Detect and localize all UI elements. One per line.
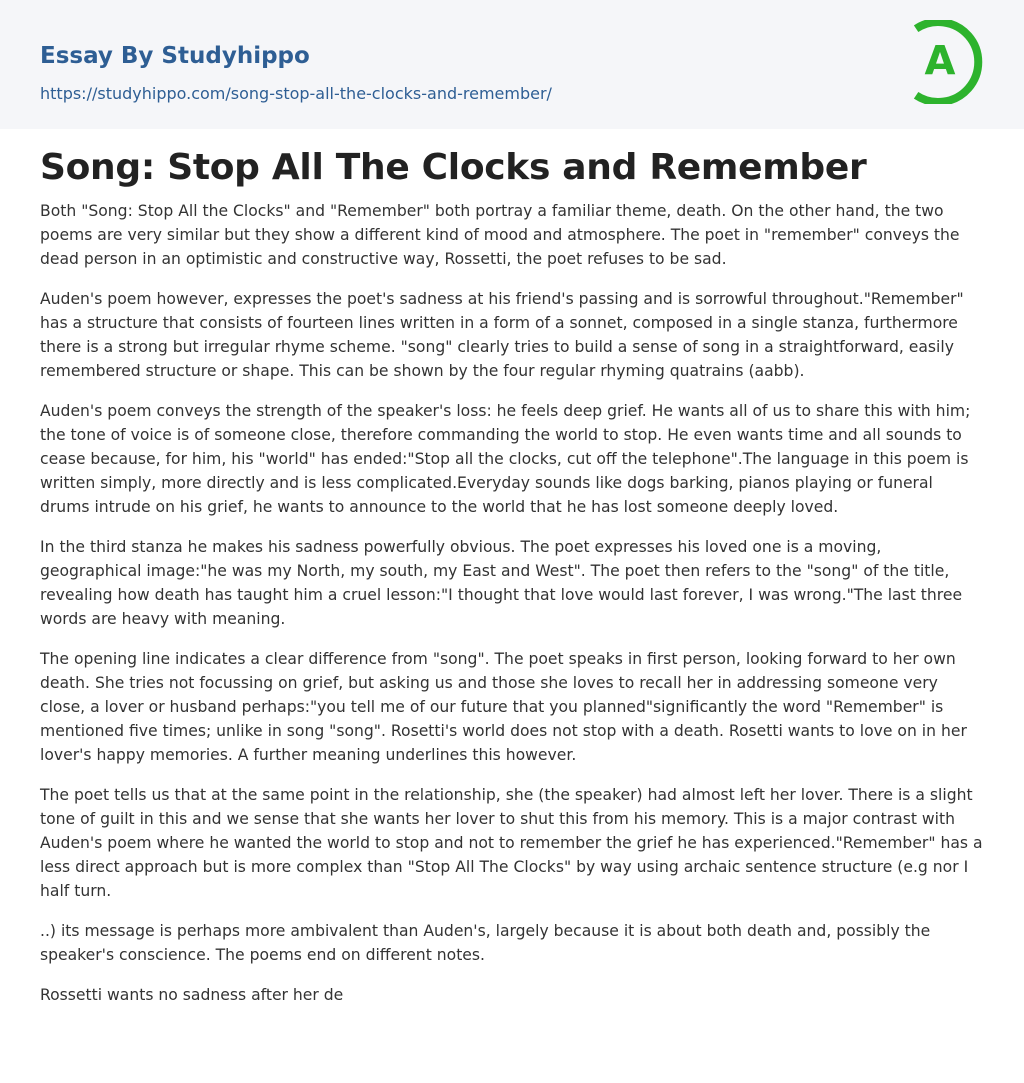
logo-letter: A	[924, 38, 956, 85]
essay-paragraph: In the third stanza he makes his sadness powerfully obvious. The poet expresses his loved one is a moving, geographical image:"he was my North, my south, my East and West". The poet then refers to the "song" of the title, revealing how death has taught him a cruel lesson:"I thought that love would last forever, I was wrong."The last three words are heavy with meaning.	[40, 538, 963, 628]
essay-paragraph: Auden's poem conveys the strength of the speaker's loss: he feels deep grief. He wants all of us to share this with him; the tone of voice is of someone close, therefore commanding the world to stop. He even wants time and all sounds to cease because, for him, his "world" has ended:"Stop all the clocks, cut off the telephone".The language in this poem is written simply, more directly and is less complicated.Everyday sounds like dogs barking, pianos playing or funeral drums intrude on his grief, he wants to announce to the world that he has lost someone deeply loved.	[40, 402, 971, 516]
site-header	[0, 0, 1024, 129]
essay-paragraph: The opening line indicates a clear difference from "song". The poet speaks in first person, looking forward to her own death. She tries not focussing on grief, but asking us and those she loves to recall her in addressing someone very close, a lover or husband perhaps:"you tell me of our future that you planned"significantly the word "Remember" is mentioned five times; unlike in song "song". Rosetti's world does not stop with a death. Rosetti wants to love on in her lover's happy memories. A further meaning underlines this however.	[40, 650, 967, 764]
essay-paragraph: ..) its message is perhaps more ambivalent than Auden's, largely because it is about both death and, possibly the speaker's conscience. The poems end on different notes.	[40, 922, 931, 964]
source-url-link[interactable]: https://studyhippo.com/song-stop-all-the-clocks-and-remember/	[40, 84, 552, 103]
studyhippo-logo-icon	[910, 20, 986, 104]
essay-paragraph: Rossetti wants no sadness after her de	[40, 986, 344, 1004]
essay-paragraph: Both "Song: Stop All the Clocks" and "Remember" both portray a familiar theme, death. On the other hand, the two poems are very similar but they show a different kind of mood and atmosphere. The poet in "remember" conveys the dead person in an optimistic and constructive way, Rossetti, the poet refuses to be sad.	[40, 202, 960, 268]
essay-paragraph: Auden's poem however, expresses the poet's sadness at his friend's passing and is sorrowful throughout."Remember" has a structure that consists of fourteen lines written in a form of a sonnet, composed in a single stanza, furthermore there is a strong but irregular rhyme scheme. "song" clearly tries to build a sense of song in a straightforward, easily remembered structure or shape. This can be shown by the four regular rhyming quatrains (aabb).	[40, 290, 964, 380]
article-content	[40, 142, 984, 1023]
page-title: Song: Stop All The Clocks and Remember	[40, 147, 867, 188]
essay-paragraph: The poet tells us that at the same point in the relationship, she (the speaker) had almost left her lover. There is a slight tone of guilt in this and we sense that she wants her lover to shut this from his memory. This is a major contrast with Auden's poem where he wanted the world to stop and not to remember the grief he has experienced."Remember" has a less direct approach but is more complex than "Stop All The Clocks" by way using archaic sentence structure (e.g nor I half turn.	[40, 786, 983, 900]
brand-title: Essay By Studyhippo	[40, 43, 310, 69]
